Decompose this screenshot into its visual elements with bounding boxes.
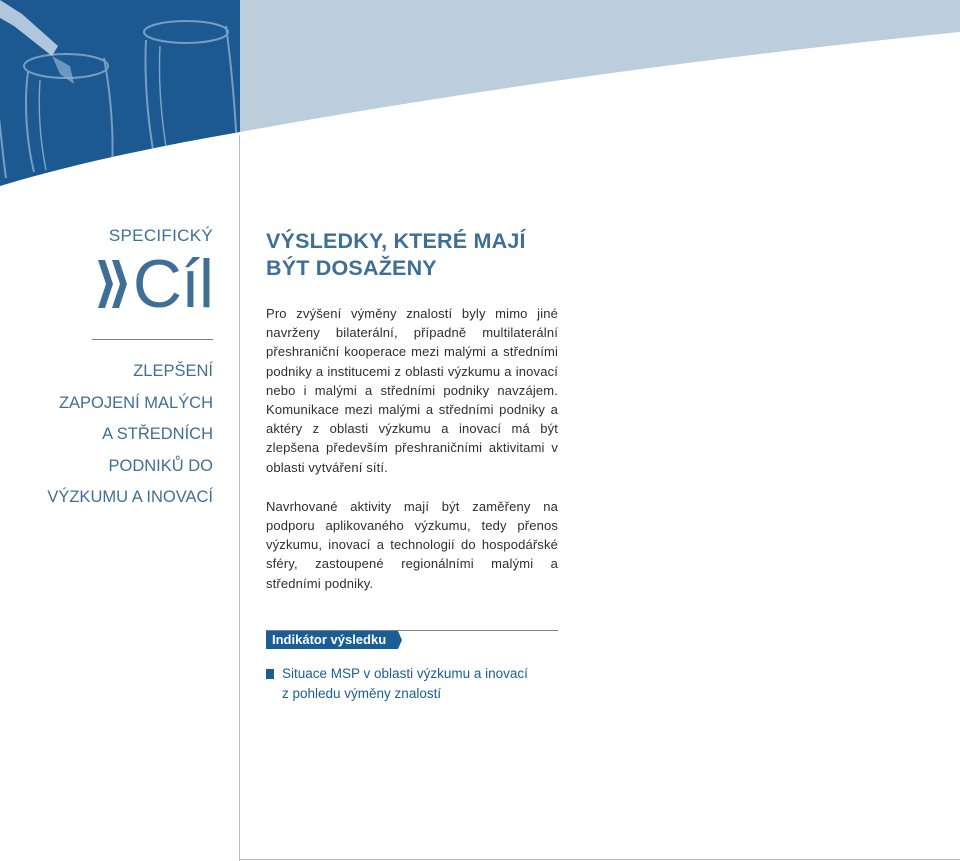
body-paragraph: Pro zvýšení výměny znalostí byly mimo jiné navrženy bilaterální, případně multilaterální přeshraniční kooperace mezi malými a středními podniky a institucemi z oblasti výzkumu a inovací nebo i malými a středními podniky navzájem. Komunikace mezi malými a středními podniky a aktéry z oblasti výzkumu a inovací má být zlepšena především přeshraničními aktivitami v oblasti vytváření sítí. bbox=[266, 306, 558, 475]
goal-line: ZAPOJENÍ MALÝCH bbox=[58, 393, 213, 412]
indicator-item-text bbox=[282, 664, 558, 703]
goal-kicker: SPECIFICKÝ bbox=[108, 226, 213, 245]
goal-line: PODNIKŮ DO bbox=[108, 456, 213, 475]
section-heading bbox=[266, 228, 558, 282]
goal-line: ZLEPŠENÍ bbox=[133, 362, 213, 380]
square-bullet-icon bbox=[266, 669, 274, 679]
goal-line: VÝZKUMU A INOVACÍ bbox=[47, 488, 213, 506]
specific-goal-block bbox=[40, 226, 213, 322]
double-chevron-icon bbox=[97, 256, 129, 312]
indicator-header bbox=[266, 629, 558, 651]
goal-line: A STŘEDNÍCH bbox=[102, 425, 213, 443]
results-section bbox=[266, 228, 558, 593]
heading-line: BÝT DOSAŽENY bbox=[266, 256, 437, 280]
goal-description bbox=[30, 356, 213, 514]
header-wave bbox=[240, 0, 960, 132]
goal-title-row bbox=[40, 246, 213, 322]
indicator-label-notch bbox=[394, 631, 402, 649]
indicator-label: Indikátor výsledku bbox=[266, 631, 394, 649]
header-banner bbox=[0, 0, 960, 190]
indicator-item-line: z pohledu výměny znalostí bbox=[282, 685, 442, 701]
vertical-divider bbox=[239, 135, 240, 861]
body-paragraph: Navrhované aktivity mají být zaměřeny na podporu aplikovaného výzkumu, tedy přenos výzkumu, inovací a technologií do hospodářské sféry, zastoupené regionálními malými a středními podniky. bbox=[266, 498, 558, 591]
indicator-list-item bbox=[266, 664, 558, 703]
test-tubes-photo bbox=[0, 0, 240, 190]
bottom-divider bbox=[239, 859, 960, 860]
goal-big-word: Cíl bbox=[132, 246, 213, 322]
heading-line: VÝSLEDKY, KTERÉ MAJÍ bbox=[266, 229, 526, 253]
indicator-item-line: Situace MSP v oblasti výzkumu a inovací bbox=[282, 666, 528, 681]
left-divider bbox=[92, 339, 213, 340]
